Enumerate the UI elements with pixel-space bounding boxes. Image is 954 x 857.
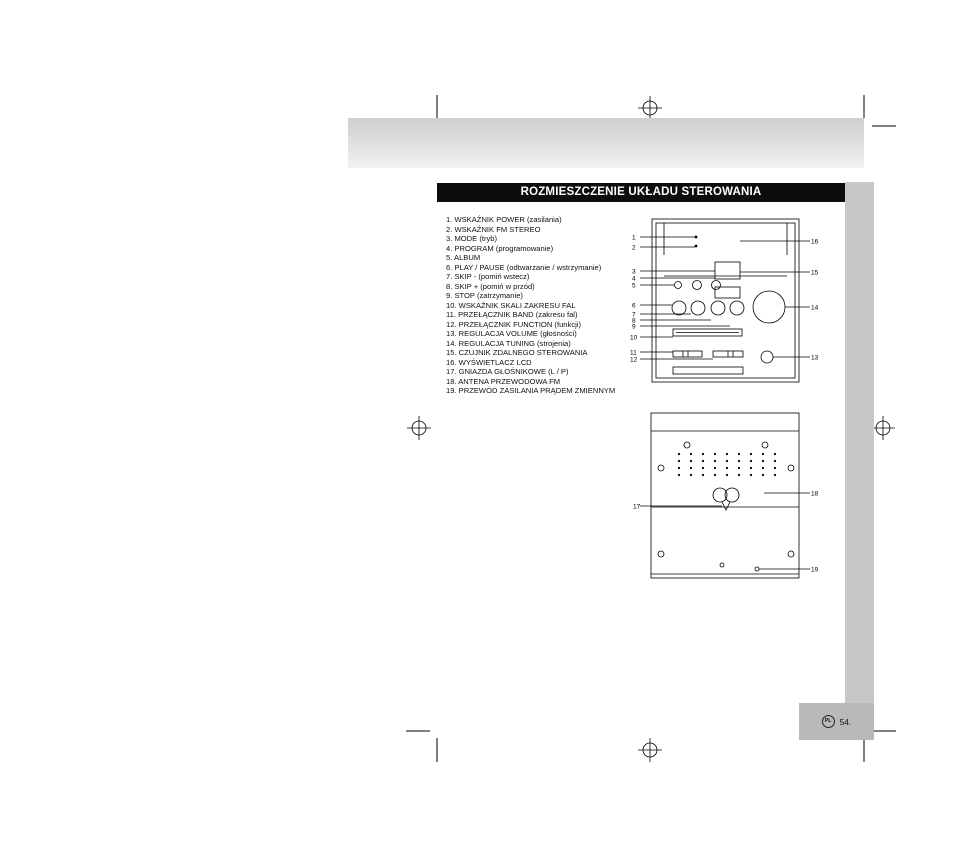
vent-hole	[714, 467, 716, 469]
registration-mark-icon	[638, 96, 662, 120]
vent-hole	[702, 467, 704, 469]
legend-item: 4. PROGRAM (programowanie)	[446, 243, 554, 253]
page-number: 54.	[839, 716, 852, 727]
play-pause-button	[672, 301, 686, 315]
vent-hole	[690, 467, 692, 469]
vent-hole	[714, 460, 716, 462]
legend-item: 12. PRZEŁĄCZNIK FUNCTION (funkcji)	[446, 319, 582, 329]
legend-item: 17. GNIAZDA GŁOŚNIKOWE (L / P)	[446, 367, 569, 376]
callout-label: 9	[632, 323, 636, 331]
vent-hole	[750, 474, 752, 476]
callout-label: 10	[630, 334, 638, 342]
vent-hole	[702, 460, 704, 462]
controls-legend	[446, 215, 615, 396]
vent-hole	[678, 460, 680, 462]
legend-item: 10. WSKAŹNIK SKALI ZAKRESU FAL	[446, 300, 576, 310]
lcd-display	[715, 262, 740, 279]
registration-mark-icon	[638, 738, 662, 762]
program-button	[693, 281, 702, 290]
section-title: ROZMIESZCZENIE UKŁADU STEROWANIA	[437, 183, 845, 202]
legend-item: 16. WYŚWIETLACZ LCD	[446, 357, 532, 367]
skip-forward-button	[711, 301, 725, 315]
vent-hole	[738, 453, 740, 455]
callout-label: 19	[811, 566, 819, 574]
registration-mark-icon	[407, 416, 431, 440]
legend-item: 3. MODE (tryb)	[446, 234, 498, 243]
vent-hole	[726, 453, 728, 455]
vent-hole	[678, 453, 680, 455]
vent-hole	[702, 474, 704, 476]
album-button	[712, 281, 721, 290]
callout-label: 7	[632, 311, 636, 319]
vent-hole	[726, 474, 728, 476]
registration-mark-icon	[871, 416, 895, 440]
vent-hole	[774, 467, 776, 469]
vent-hole	[690, 453, 692, 455]
callout-label: 12	[630, 356, 638, 364]
mode-button	[675, 282, 682, 289]
vent-hole	[690, 460, 692, 462]
legend-item: 8. SKIP + (pomiń w przód)	[446, 281, 535, 291]
vent-hole	[762, 460, 764, 462]
side-tab-bar	[845, 182, 874, 740]
stop-button	[730, 301, 744, 315]
skip-back-button	[691, 301, 705, 315]
language-badge-icon: PL	[822, 715, 835, 728]
legend-item: 9. STOP (zatrzymanie)	[446, 291, 523, 300]
callout-label: 14	[811, 304, 819, 312]
callout-label: 13	[811, 354, 819, 362]
band-switch	[673, 351, 702, 357]
vent-hole	[750, 453, 752, 455]
volume-knob	[761, 351, 773, 363]
vent-hole	[774, 453, 776, 455]
vent-hole	[738, 474, 740, 476]
rear-panel-diagram	[630, 410, 830, 585]
header-band	[348, 118, 864, 168]
callout-label: 15	[811, 269, 819, 277]
vent-hole	[714, 474, 716, 476]
legend-item: 7. SKIP - (pomiń wstecz)	[446, 272, 530, 281]
legend-item: 1. WSKAŹNIK POWER (zasilania)	[446, 215, 562, 224]
vent-hole	[678, 474, 680, 476]
page-number-box	[799, 703, 874, 740]
vent-holes	[678, 453, 776, 476]
vent-hole	[762, 453, 764, 455]
legend-item: 11. PRZEŁĄCZNIK BAND (zakresu fal)	[446, 310, 578, 319]
tuning-knob	[753, 291, 785, 323]
legend-item: 2. WSKAŹNIK FM STEREO	[446, 224, 541, 234]
vent-hole	[678, 467, 680, 469]
vent-hole	[702, 453, 704, 455]
callout-label: 4	[632, 275, 636, 283]
legend-item: 14. REGULACJA TUNING (strojenia)	[446, 338, 571, 348]
legend-item: 15. CZUJNIK ZDALNEGO STEROWANIA	[446, 348, 588, 357]
vent-hole	[750, 460, 752, 462]
legend-item: 18. ANTENA PRZEWODOWA FM	[446, 376, 561, 386]
legend-item: 6. PLAY / PAUSE (odtwarzanie / wstrzymanie)	[446, 262, 602, 272]
vent-hole	[726, 460, 728, 462]
vent-hole	[714, 453, 716, 455]
callout-label: 1	[632, 234, 636, 242]
callout-label: 3	[632, 268, 636, 276]
vent-hole	[738, 460, 740, 462]
vent-hole	[690, 474, 692, 476]
vent-hole	[774, 460, 776, 462]
callout-label: 18	[811, 490, 819, 498]
vent-hole	[762, 474, 764, 476]
vent-hole	[750, 467, 752, 469]
legend-item: 19. PRZEWÓD ZASILANIA PRĄDEM ZMIENNYM	[446, 386, 616, 395]
callout-label: 16	[811, 238, 819, 246]
vent-hole	[726, 467, 728, 469]
front-panel-diagram	[630, 215, 830, 387]
vent-hole	[762, 467, 764, 469]
callout-label: 6	[632, 302, 636, 310]
callout-label: 11	[630, 349, 637, 357]
callout-label: 17	[633, 503, 641, 511]
vent-hole	[774, 474, 776, 476]
callout-label: 8	[632, 317, 636, 325]
callout-label: 2	[632, 244, 636, 252]
legend-item: 13. REGULACJA VOLUME (głośności)	[446, 329, 577, 338]
legend-item: 5. ALBUM	[446, 253, 481, 262]
callout-label: 5	[632, 282, 636, 290]
vent-hole	[738, 467, 740, 469]
